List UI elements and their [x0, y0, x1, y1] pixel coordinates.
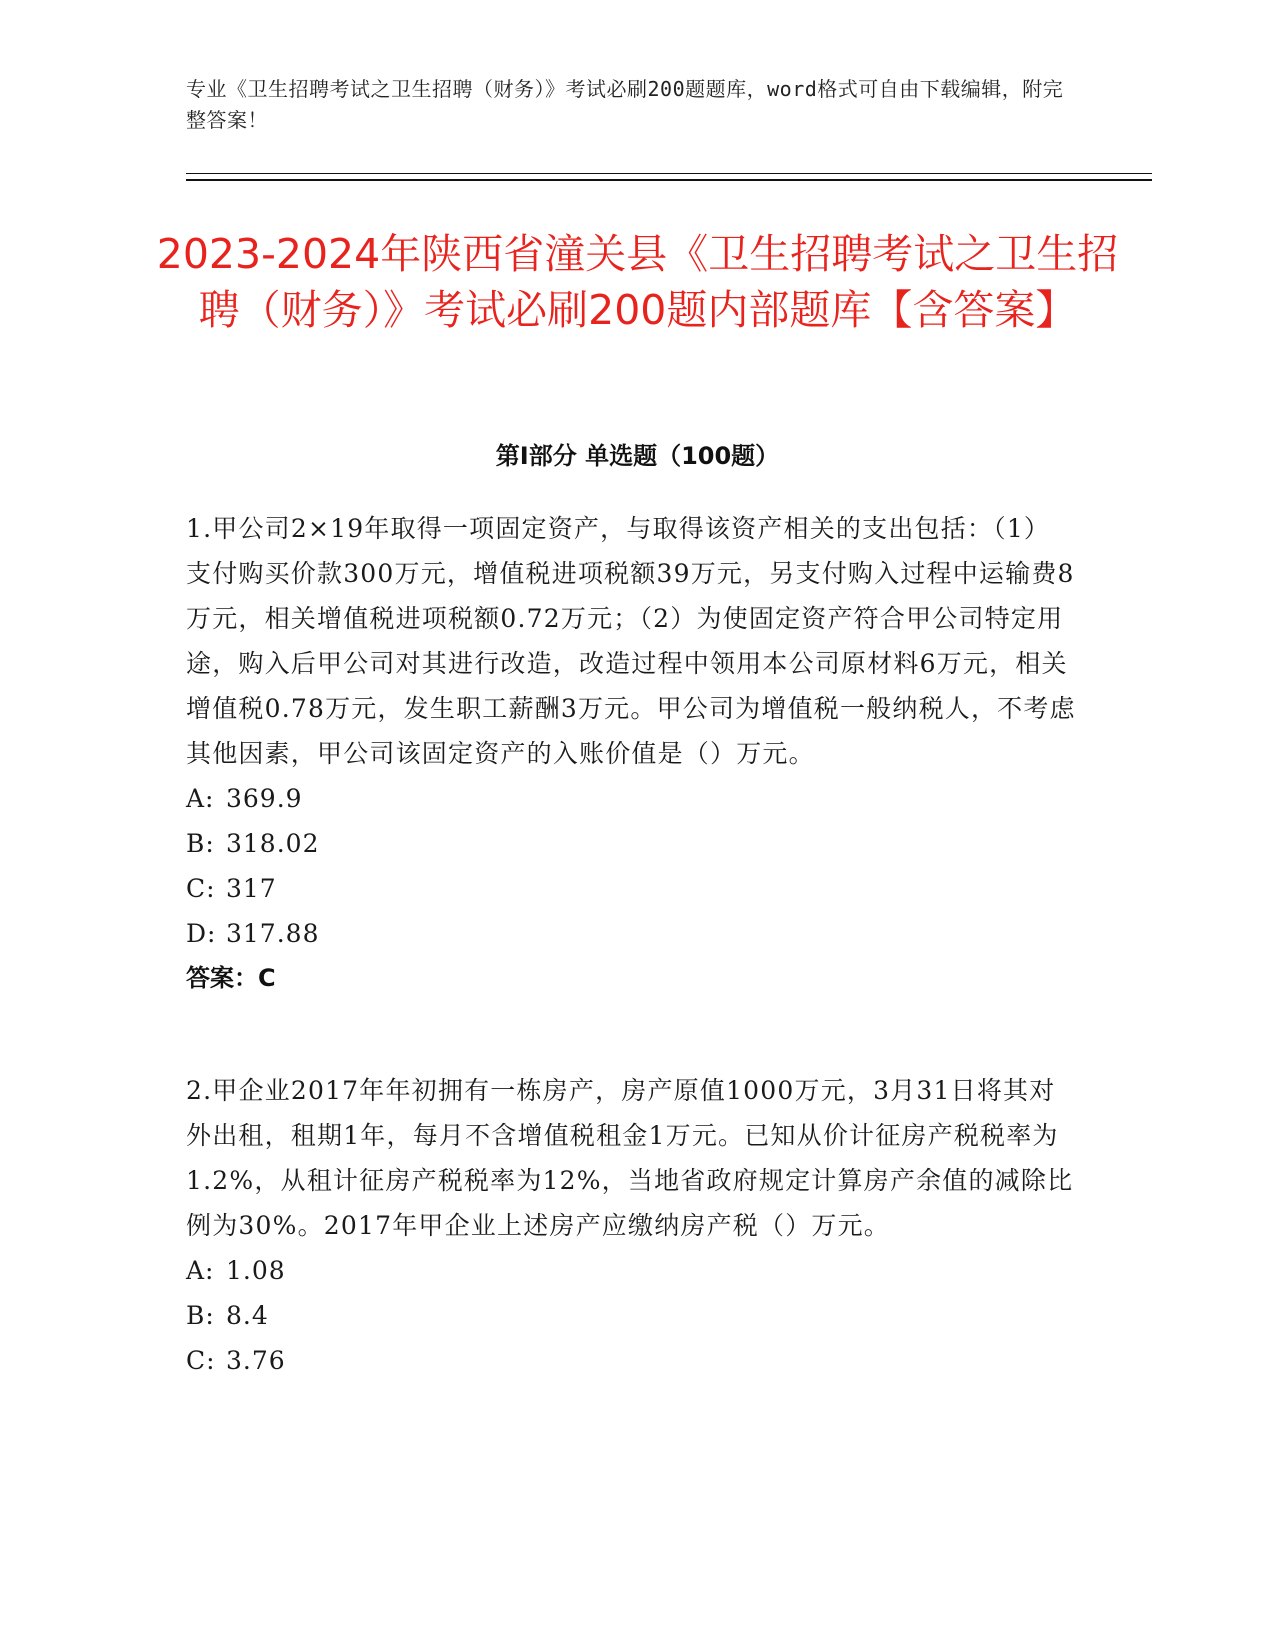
- option-d: [186, 911, 1076, 956]
- option-text: 369.9: [226, 784, 303, 813]
- option-text: 8.4: [226, 1301, 269, 1330]
- option-letter: C:: [186, 874, 216, 903]
- header-rule-thick: [186, 179, 1152, 181]
- answer-line: 答案：C: [186, 964, 276, 992]
- option-list: [186, 776, 1076, 956]
- option-b: [186, 1293, 1076, 1338]
- header-note: 专业《卫生招聘考试之卫生招聘（财务）》考试必刷200题题库，word格式可自由下载编辑，附完整答案！: [186, 77, 1064, 132]
- option-text: 3.76: [226, 1346, 286, 1375]
- option-letter: D:: [186, 919, 217, 948]
- option-list: [186, 1248, 1076, 1383]
- option-text: 318.02: [226, 829, 320, 858]
- option-c: [186, 866, 1076, 911]
- option-letter: B:: [186, 829, 215, 858]
- option-text: 317.88: [226, 919, 320, 948]
- question-stem: 2.甲企业2017年年初拥有一栋房产，房产原值1000万元，3月31日将其对外出租，租期1年，每月不含增值税租金1万元。已知从价计征房产税税率为1.2%，从租计征房产税税率为12%，当地省政府规定计算房产余值的减除比例为30%。2017年甲企业上述房产应缴纳房产税（）万元。: [186, 1076, 1074, 1240]
- option-letter: A:: [186, 1256, 215, 1285]
- document-title: 2023-2024年陕西省潼关县《卫生招聘考试之卫生招聘（财务）》考试必刷200题内部题库【含答案】: [156, 230, 1119, 334]
- option-c: [186, 1338, 1076, 1383]
- option-text: 317: [226, 874, 277, 903]
- header-rule-thin: [186, 173, 1152, 174]
- section-heading: 第I部分 单选题（100题）: [495, 442, 780, 470]
- option-b: [186, 821, 1076, 866]
- question-2: [186, 1068, 1076, 1383]
- option-letter: C:: [186, 1346, 216, 1375]
- option-text: 1.08: [226, 1256, 286, 1285]
- question-1: [186, 506, 1076, 1001]
- question-stem: 1.甲公司2×19年取得一项固定资产，与取得该资产相关的支出包括：（1）支付购买价款300万元，增值税进项税额39万元，另支付购入过程中运输费8万元，相关增值税进项税额0.72万元；（2）为使固定资产符合甲公司特定用途，购入后甲公司对其进行改造，改造过程中领用本公司原材料6万元，相关增值税0.78万元，发生职工薪酬3万元。甲公司为增值税一般纳税人，不考虑其他因素，甲公司该固定资产的入账价值是（）万元。: [186, 514, 1076, 768]
- option-letter: A:: [186, 784, 215, 813]
- option-letter: B:: [186, 1301, 215, 1330]
- option-a: [186, 776, 1076, 821]
- option-a: [186, 1248, 1076, 1293]
